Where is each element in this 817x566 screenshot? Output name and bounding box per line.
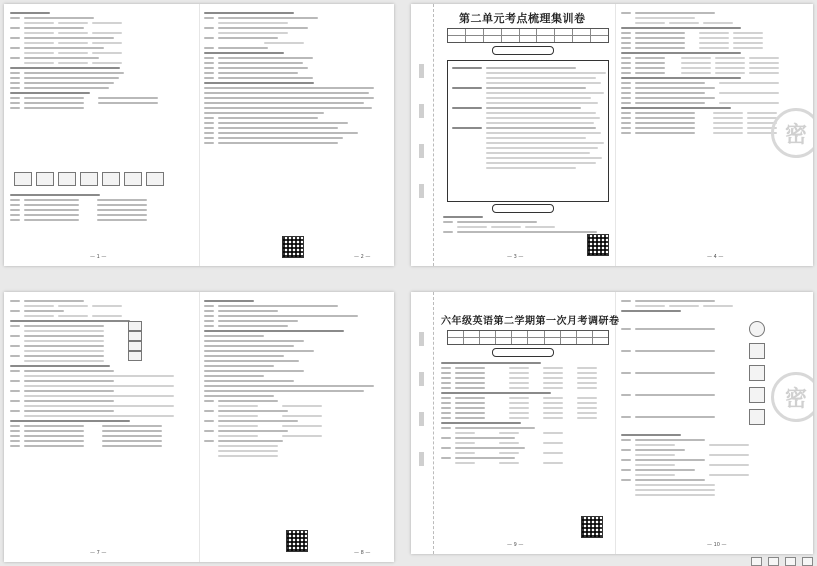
page-text-block-2 [621, 432, 807, 497]
page-right [621, 4, 807, 266]
section-banner [492, 204, 554, 213]
spine-divider [615, 292, 616, 554]
spread-2[interactable] [411, 4, 813, 266]
page-text-block [621, 298, 807, 313]
watermark-seal: 密 [771, 372, 813, 422]
spine-divider [615, 4, 616, 266]
page-text-block-2 [10, 192, 194, 222]
page-number: — 8 — [354, 550, 371, 556]
page-number: — 7 — [90, 550, 107, 556]
page-title: 第二单元考点梳理集训卷 [459, 13, 586, 25]
prev-page-button[interactable] [751, 557, 762, 566]
spine-divider [199, 4, 200, 266]
qr-code [587, 234, 609, 256]
page-left [437, 292, 620, 554]
binding-margin [411, 4, 434, 266]
viewer-toolbar [751, 556, 813, 566]
qr-code [286, 530, 308, 552]
page-number: — 9 — [507, 542, 524, 548]
spread-3[interactable] [4, 292, 394, 562]
section-banner [492, 348, 554, 357]
page-text-block [204, 10, 388, 145]
page-title: 六年级英语第二学期第一次月考调研卷 [441, 316, 620, 327]
spine-divider [199, 292, 200, 562]
page-text-block [441, 360, 611, 465]
qr-code [581, 516, 603, 538]
binding-margin [411, 292, 434, 554]
spread-1[interactable] [4, 4, 394, 266]
qr-code [282, 236, 304, 258]
key-points-box [447, 60, 609, 202]
page-text-block [10, 10, 194, 110]
page-right [204, 4, 388, 266]
page-left [437, 4, 611, 266]
fullscreen-button[interactable] [802, 557, 813, 566]
score-table [447, 330, 609, 345]
page-number: — 10 — [707, 542, 727, 548]
page-number: — 4 — [707, 254, 724, 260]
page-number: — 3 — [507, 254, 524, 260]
page-text-block-2 [443, 214, 611, 234]
page-text-block [204, 298, 388, 458]
next-page-button[interactable] [768, 557, 779, 566]
score-table [447, 28, 609, 43]
page-text-block [10, 298, 194, 448]
watermark-seal: 密 [771, 108, 813, 158]
section-banner [492, 46, 554, 55]
page-right [621, 292, 807, 554]
spread-4[interactable] [411, 292, 813, 554]
page-number: — 2 — [354, 254, 371, 260]
page-left [10, 292, 194, 562]
page-right [204, 292, 388, 562]
page-number: — 1 — [90, 254, 107, 260]
zoom-button[interactable] [785, 557, 796, 566]
picture-row [14, 172, 164, 186]
page-left [10, 4, 194, 266]
